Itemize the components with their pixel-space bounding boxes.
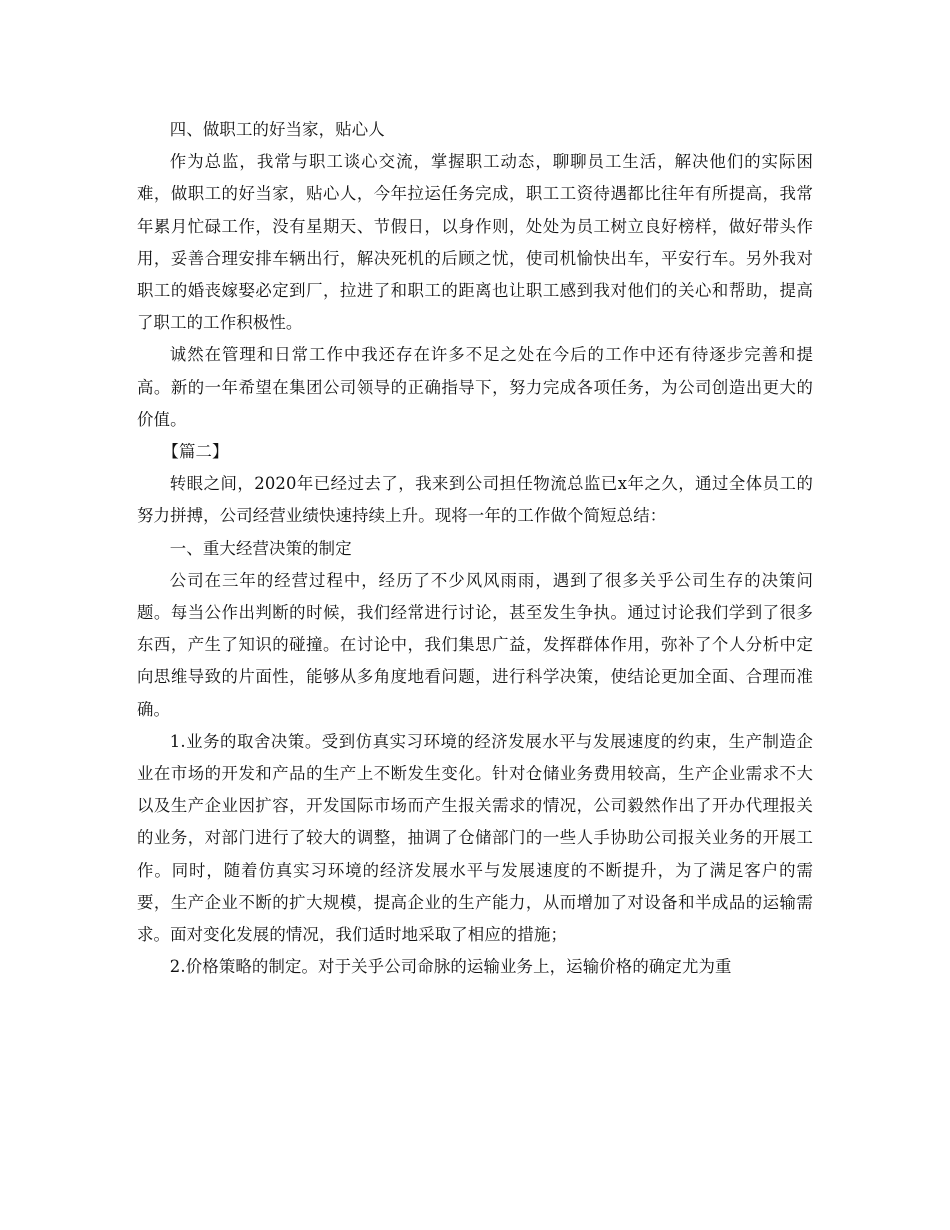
section-heading-caretaker: 四、做职工的好当家，贴心人 <box>169 120 385 139</box>
paragraph-part-two-intro: 转眼之间，2020年已经过去了，我来到公司担任物流总监已x年之久，通过全体员工的努力拼搏，公司经营业绩快速持续上升。现将一年的工作做个简短总结： <box>137 474 813 526</box>
paragraph-shortcomings: 诚然在管理和日常工作中我还存在许多不足之处在今后的工作中还有待逐步完善和提高。新的一年希望在集团公司领导的正确指导下，努力完成各项任务，为公司创造出更大的价值。 <box>137 345 813 429</box>
paragraph-decision-process: 公司在三年的经营过程中，经历了不少风风雨雨，遇到了很多关乎公司生存的决策问题。每当公作出判断的时候，我们经常进行讨论，甚至发生争执。通过讨论我们学到了很多东西，产生了知识的碰撞。在讨论中，我们集思广益，发挥群体作用，弥补了个人分析中定向思维导致的片面性，能够从多角度地看问题，进行科学决策，使结论更加全面、合理而准确。 <box>137 570 813 719</box>
document-body <box>137 114 813 983</box>
paragraph-caretaker-details: 作为总监，我常与职工谈心交流，掌握职工动态，聊聊员工生活，解决他们的实际困难，做职工的好当家，贴心人，今年拉运任务完成，职工工资待遇都比往年有所提高，我常年累月忙碌工作，没有星期天、节假日，以身作则，处处为员工树立良好榜样，做好带头作用，妥善合理安排车辆出行，解决死机的后顾之忧，使司机愉快出车，平安行车。另外我对职工的婚丧嫁娶必定到厂，拉进了和职工的距离也让职工感到我对他们的关心和帮助，提高了职工的工作积极性。 <box>137 152 813 333</box>
section-heading-decisions: 一、重大经营决策的制定 <box>169 538 352 558</box>
part-two-heading: 【篇二】 <box>162 442 229 462</box>
paragraph-business-decision: 1.业务的取舍决策。受到仿真实习环境的经济发展水平与发展速度的约束，生产制造企业在市场的开发和产品的生产上不断发生变化。针对仓储业务费用较高，生产企业需求不大以及生产企业因扩容，开发国际市场而产生报关需求的情况，公司毅然作出了开办代理报关的业务，对部门进行了较大的调整，抽调了仓储部门的一些人手协助公司报关业务的开展工作。同时，随着仿真实习环境的经济发展水平与发展速度的不断提升，为了满足客户的需要，生产企业不断的扩大规模，提高企业的生产能力，从而增加了对设备和半成品的运输需求。面对变化发展的情况，我们适时地采取了相应的措施； <box>137 731 813 945</box>
paragraph-pricing-strategy: 2.价格策略的制定。对于关乎公司命脉的运输业务上，运输价格的确定尤为重 <box>169 957 732 977</box>
